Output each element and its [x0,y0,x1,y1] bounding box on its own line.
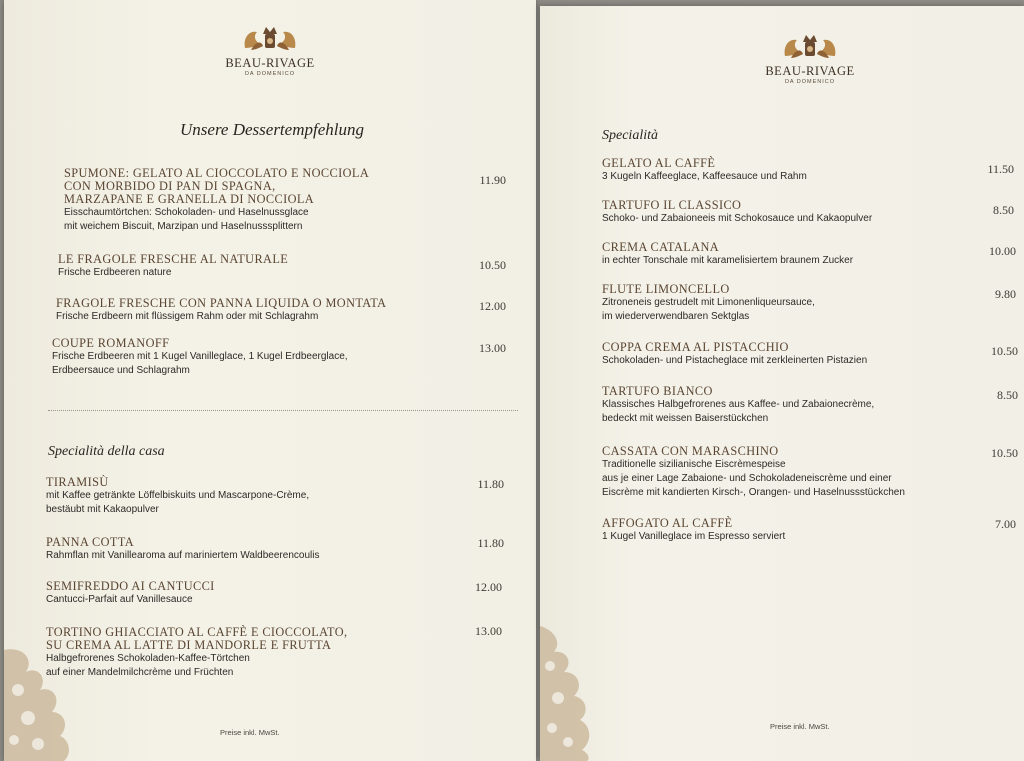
item-description: mit Kaffee getränkte Löffelbiskuits und Mascarpone-Crème, [46,490,310,501]
item-description-line3: Eiscrème mit kandierten Kirsch-, Orangen- und Haselnussstückchen [602,487,905,498]
item-description-line2: im wiederverwendbaren Sektglas [602,311,750,322]
item-title: TARTUFO BIANCO [602,384,713,398]
item-description: Eisschaumtörtchen: Schokoladen- und Haselnussglace [64,207,309,218]
item-title: FLUTE LIMONCELLO [602,282,730,296]
menu-item-coppa-pistacchio [602,341,867,368]
item-title: COUPE ROMANOFF [52,336,170,350]
item-description: Rahmflan mit Vanillearoma auf mariniertem Waldbeerencoulis [46,550,320,561]
item-description: Schokoladen- und Pistacheglace mit zerkleinerten Pistazien [602,355,868,366]
menu-item-fragole-panna [56,297,386,324]
item-price: 10.50 [991,344,1018,358]
item-price: 11.50 [987,162,1014,176]
item-title: CASSATA CON MARASCHINO [602,444,779,458]
item-title: FRAGOLE FRESCHE CON PANNA LIQUIDA O MONTATA [56,296,387,310]
item-price: 7.00 [995,517,1016,531]
menu-item-tartufo-classico [602,199,872,226]
item-title: LE FRAGOLE FRESCHE AL NATURALE [58,252,289,266]
item-description: Zitroneneis gestrudelt mit Limonenliqueursauce, [602,297,815,308]
item-description: Klassisches Halbgefrorenes aus Kaffee- und Zabaionecrème, [602,399,875,410]
item-price: 12.00 [475,580,502,594]
item-price: 11.90 [479,173,506,187]
item-description-line2: bedeckt mit weissen Baiserstückchen [602,413,769,424]
item-description-line2: Erdbeersauce und Schlagrahm [52,365,190,376]
item-description: 1 Kugel Vanilleglace im Espresso serviert [602,531,786,542]
item-description: Halbgefrorenes Schokoladen-Kaffee-Törtchen [46,653,250,664]
item-description: Frische Erdbeern mit flüssigem Rahm oder mit Schlagrahm [56,311,319,322]
item-title: AFFOGATO AL CAFFÈ [602,516,733,530]
item-title: COPPA CREMA AL PISTACCHIO [602,340,789,354]
item-title: TORTINO GHIACCIATO AL CAFFÈ E CIOCCOLATO, [46,625,348,639]
section-heading-specialita-casa: Specialità della casa [48,444,165,459]
item-price: 8.50 [997,388,1018,402]
menu-page-right [540,6,1024,761]
item-title: SPUMONE: GELATO AL CIOCCOLATO E NOCCIOLA [64,166,370,180]
brand-subtitle: DA DOMENICO [784,79,836,85]
ornament-icon [4,620,74,761]
crest-icon [241,22,299,54]
menu-item-tiramisu [46,476,309,517]
brand-name: BEAU-RIVAGE [765,64,855,78]
menu-item-gelato-caffe [602,157,807,184]
item-title: GELATO AL CAFFÈ [602,156,716,170]
item-description: 3 Kugeln Kaffeeglace, Kaffeesauce und Rahm [602,171,807,182]
item-description: in echter Tonschale mit karamelisiertem braunem Zucker [602,255,854,266]
menu-item-cassata [602,445,905,500]
item-price: 11.80 [477,477,504,491]
crest-icon [781,30,839,62]
item-price: 9.80 [995,287,1016,301]
section-divider [48,410,518,411]
item-description-line2: aus je einer Lage Zabaione- und Schokoladeneiscrème und einer [602,473,892,484]
item-price: 13.00 [479,341,506,355]
menu-item-affogato [602,517,785,544]
item-title: TARTUFO IL CLASSICO [602,198,742,212]
item-title-line2: SU CREMA AL LATTE DI MANDORLE E FRUTTA [46,638,332,652]
menu-item-flute-limoncello [602,283,815,324]
item-title-line2: CON MORBIDO DI PAN DI SPAGNA, [64,179,276,193]
section-heading-dessert-recommendation: Unsere Dessertempfehlung [180,120,364,139]
menu-page-left [4,0,536,761]
item-description: Cantucci-Parfait auf Vanillesauce [46,594,193,605]
item-title: CREMA CATALANA [602,240,720,254]
brand-logo [200,22,340,77]
item-title-line3: MARZAPANE E GRANELLA DI NOCCIOLA [64,192,315,206]
item-price: 8.50 [993,203,1014,217]
price-note-footer: Preise inkl. MwSt. [220,728,280,737]
menu-item-fragole-naturale [58,253,288,280]
item-price: 11.80 [477,536,504,550]
item-description: Frische Erdbeeren nature [58,267,172,278]
item-title: SEMIFREDDO AI CANTUCCI [46,579,215,593]
section-heading-specialita: Specialità [602,128,658,143]
menu-item-tartufo-bianco [602,385,874,426]
brand-subtitle: DA DOMENICO [244,71,296,77]
menu-item-spumone [64,167,369,234]
menu-item-coupe-romanoff [52,337,348,378]
item-price: 10.50 [991,446,1018,460]
item-description-line2: auf einer Mandelmilchcrème und Früchten [46,667,234,678]
menu-item-tortino [46,626,347,680]
item-title: PANNA COTTA [46,535,135,549]
item-price: 13.00 [475,624,502,638]
item-price: 12.00 [479,299,506,313]
item-price: 10.50 [479,258,506,272]
ornament-icon [540,616,600,761]
brand-name: BEAU-RIVAGE [225,56,315,70]
item-description: Traditionelle sizilianische Eiscrèmespeise [602,459,786,470]
item-description-line2: mit weichem Biscuit, Marzipan und Haselnusssplittern [64,221,303,232]
item-description: Frische Erdbeeren mit 1 Kugel Vanilleglace, 1 Kugel Erdbeerglace, [52,351,348,362]
brand-logo [740,30,880,85]
item-description: Schoko- und Zabaioneeis mit Schokosauce und Kakaopulver [602,213,873,224]
menu-item-semifreddo [46,580,215,607]
item-description-line2: bestäubt mit Kakaopulver [46,504,159,515]
menu-item-crema-catalana [602,241,853,268]
price-note-footer: Preise inkl. MwSt. [770,722,830,731]
menu-item-panna-cotta [46,536,319,563]
item-title: TIRAMISÙ [46,475,109,489]
item-price: 10.00 [989,244,1016,258]
